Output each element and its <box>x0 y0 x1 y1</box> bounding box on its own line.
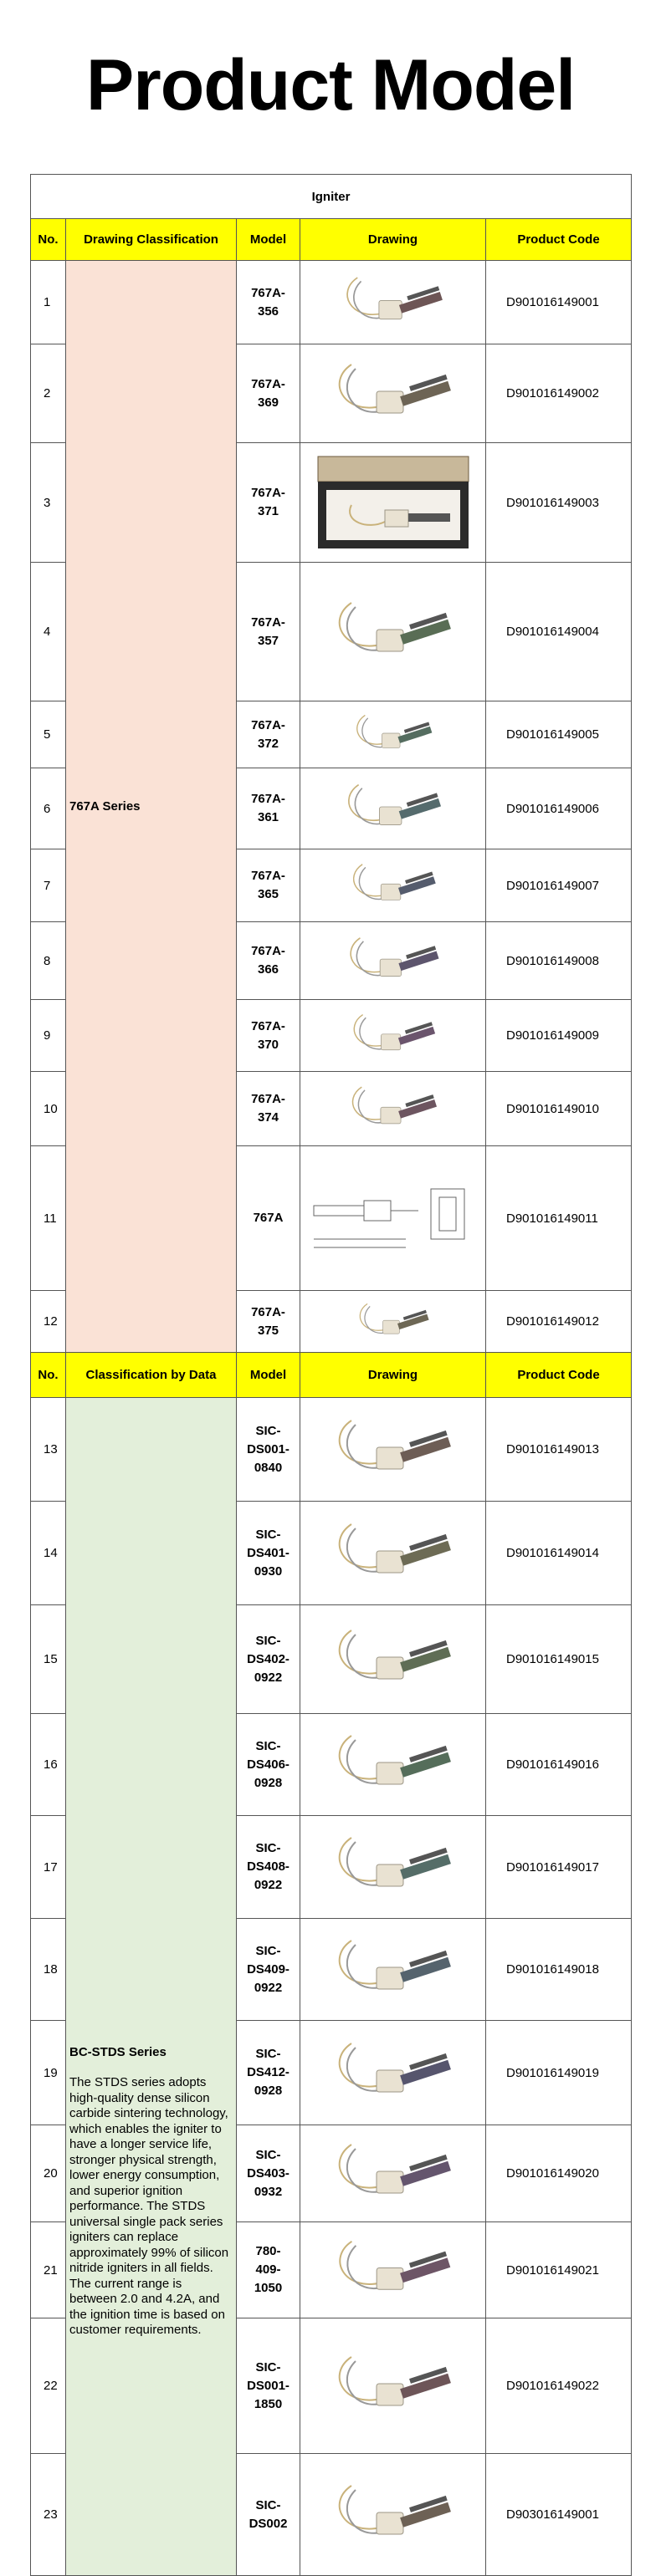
series-name: BC-STDS Series <box>69 2044 167 2059</box>
row-number: 5 <box>31 701 66 768</box>
drawing-image <box>300 443 486 563</box>
drawing-image <box>300 1502 486 1605</box>
header-row <box>31 219 632 261</box>
product-code: D901016149004 <box>486 563 632 701</box>
product-code: D901016149006 <box>486 768 632 849</box>
product-code: D901016149019 <box>486 2021 632 2125</box>
model-cell: SIC- DS402- 0922 <box>237 1605 300 1714</box>
product-code: D901016149018 <box>486 1919 632 2021</box>
header-drawing: Drawing <box>300 219 486 261</box>
drawing-image <box>300 922 486 1000</box>
product-code: D901016149016 <box>486 1714 632 1816</box>
drawing-image <box>300 2318 486 2454</box>
drawing-image <box>300 1146 486 1291</box>
row-number: 16 <box>31 1714 66 1816</box>
drawing-image <box>300 701 486 768</box>
row-number: 3 <box>31 443 66 563</box>
row-number: 7 <box>31 849 66 922</box>
product-code: D901016149003 <box>486 443 632 563</box>
model-cell: SIC- DS002 <box>237 2454 300 2576</box>
row-number: 23 <box>31 2454 66 2576</box>
row-number: 13 <box>31 1398 66 1502</box>
header-no: No. <box>31 219 66 261</box>
model-cell: SIC- DS406- 0928 <box>237 1714 300 1816</box>
product-code: D901016149022 <box>486 2318 632 2454</box>
row-number: 12 <box>31 1291 66 1353</box>
header-classification: Drawing Classification <box>66 219 237 261</box>
series-description: The STDS series adopts high-quality dense silicon carbide sintering technology, which enables the igniter to have a longer service life, stronger physical strength, lower energy consumption, and superior ignition performance. The STDS universal single pack series igniters can replace approximately 99% of silicon nitride igniters in all fields. The current range is between 2.0 and 4.2A, and the ignition time is based on customer requirements. <box>69 2075 229 2337</box>
drawing-image <box>300 1072 486 1146</box>
product-table <box>30 174 632 2576</box>
drawing-image <box>300 563 486 701</box>
model-cell: SIC- DS401- 0930 <box>237 1502 300 1605</box>
product-code: D901016149011 <box>486 1146 632 1291</box>
product-code: D901016149002 <box>486 344 632 443</box>
model-cell: SIC- DS408- 0922 <box>237 1816 300 1919</box>
page-title: Product Model <box>85 45 576 125</box>
drawing-image <box>300 1000 486 1072</box>
model-cell: 767A- 366 <box>237 922 300 1000</box>
header-drawing: Drawing <box>300 1353 486 1398</box>
drawing-image <box>300 344 486 443</box>
row-number: 18 <box>31 1919 66 2021</box>
row-number: 21 <box>31 2222 66 2318</box>
product-code: D903016149001 <box>486 2454 632 2576</box>
drawing-image <box>300 849 486 922</box>
drawing-image <box>300 2021 486 2125</box>
header-code: Product Code <box>486 219 632 261</box>
header-model: Model <box>237 219 300 261</box>
drawing-image <box>300 1714 486 1816</box>
header-code: Product Code <box>486 1353 632 1398</box>
drawing-image <box>300 1398 486 1502</box>
drawing-image <box>300 1291 486 1353</box>
product-code: D901016149008 <box>486 922 632 1000</box>
row-number: 6 <box>31 768 66 849</box>
row-number: 8 <box>31 922 66 1000</box>
model-cell: 767A- 371 <box>237 443 300 563</box>
model-cell: SIC- DS001- 0840 <box>237 1398 300 1502</box>
classification-cell <box>66 1398 237 2576</box>
model-cell: SIC- DS412- 0928 <box>237 2021 300 2125</box>
product-code: D901016149009 <box>486 1000 632 1072</box>
series-name: 767A Series <box>66 261 237 1353</box>
table-row <box>31 1398 632 1502</box>
header-row <box>31 1353 632 1398</box>
row-number: 10 <box>31 1072 66 1146</box>
row-number: 11 <box>31 1146 66 1291</box>
product-code: D901016149001 <box>486 261 632 344</box>
model-cell: 767A- 369 <box>237 344 300 443</box>
row-number: 9 <box>31 1000 66 1072</box>
model-cell: 767A- 361 <box>237 768 300 849</box>
row-number: 14 <box>31 1502 66 1605</box>
product-code: D901016149013 <box>486 1398 632 1502</box>
row-number: 4 <box>31 563 66 701</box>
row-number: 19 <box>31 2021 66 2125</box>
header-model: Model <box>237 1353 300 1398</box>
model-cell: 767A- 365 <box>237 849 300 922</box>
drawing-image <box>300 1605 486 1714</box>
product-code: D901016149012 <box>486 1291 632 1353</box>
row-number: 17 <box>31 1816 66 1919</box>
drawing-image <box>300 1816 486 1919</box>
product-code: D901016149017 <box>486 1816 632 1919</box>
drawing-image <box>300 2222 486 2318</box>
row-number: 20 <box>31 2125 66 2222</box>
product-code: D901016149014 <box>486 1502 632 1605</box>
drawing-image <box>300 768 486 849</box>
header-classification: Classification by Data <box>66 1353 237 1398</box>
model-cell: 767A- 375 <box>237 1291 300 1353</box>
row-number: 1 <box>31 261 66 344</box>
model-cell: 767A- 374 <box>237 1072 300 1146</box>
model-cell: 767A- 370 <box>237 1000 300 1072</box>
drawing-image <box>300 2125 486 2222</box>
row-number: 2 <box>31 344 66 443</box>
product-code: D901016149020 <box>486 2125 632 2222</box>
drawing-image <box>300 1919 486 2021</box>
model-cell: SIC- DS403- 0932 <box>237 2125 300 2222</box>
model-cell: 767A <box>237 1146 300 1291</box>
model-cell: 767A- 356 <box>237 261 300 344</box>
model-cell: 767A- 357 <box>237 563 300 701</box>
product-code: D901016149015 <box>486 1605 632 1714</box>
table-caption-row <box>31 175 632 219</box>
model-cell: SIC- DS409- 0922 <box>237 1919 300 2021</box>
model-cell: 780- 409- 1050 <box>237 2222 300 2318</box>
product-code: D901016149007 <box>486 849 632 922</box>
table-caption: Igniter <box>31 175 632 219</box>
table-row <box>31 261 632 344</box>
product-code: D901016149010 <box>486 1072 632 1146</box>
product-code: D901016149021 <box>486 2222 632 2318</box>
row-number: 15 <box>31 1605 66 1714</box>
model-cell: 767A- 372 <box>237 701 300 768</box>
drawing-image <box>300 261 486 344</box>
model-cell: SIC- DS001- 1850 <box>237 2318 300 2454</box>
header-no: No. <box>31 1353 66 1398</box>
drawing-image <box>300 2454 486 2576</box>
product-code: D901016149005 <box>486 701 632 768</box>
row-number: 22 <box>31 2318 66 2454</box>
